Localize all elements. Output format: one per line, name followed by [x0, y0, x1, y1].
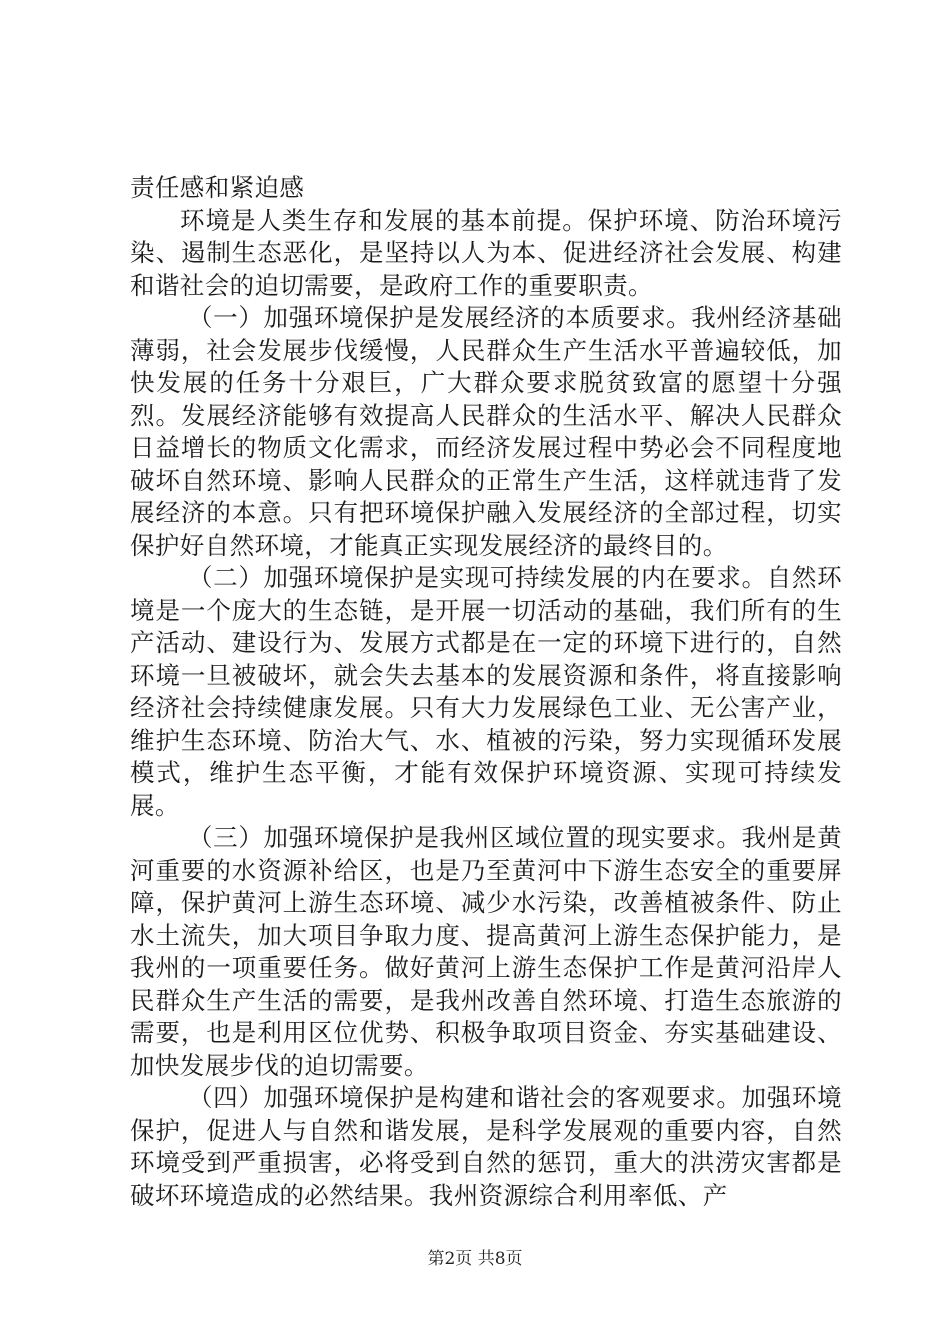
paragraph-point-3: （三）加强环境保护是我州区域位置的现实要求。我州是黄河重要的水资源补给区，也是乃至黄河中下游生态安全的重要屏障，保护黄河上游生态环境、减少水污染，改善植被条件、防止水土流失，加大项目争取力度、提高黄河上游生态保护能力，是我州的一项重要任务。做好黄河上游生态保护工作是黄河沿岸人民群众生产生活的需要，是我州改善自然环境、打造生态旅游的需要，也是利用区位优势、积极争取项目资金、夯实基础建设、加快发展步伐的迫切需要。 [130, 823, 842, 1080]
page-number-footer: 第2页 共8页 [427, 1249, 523, 1269]
paragraph-point-1: （一）加强环境保护是发展经济的本质要求。我州经济基础薄弱，社会发展步伐缓慢，人民群众生产生活水平普遍较低，加快发展的任务十分艰巨，广大群众要求脱贫致富的愿望十分强烈。发展经济能够有效提高人民群众的生活水平、解决人民群众日益增长的物质文化需求，而经济发展过程中势必会不同程度地破坏自然环境、影响人民群众的正常生产生活，这样就违背了发展经济的本意。只有把环境保护融入发展经济的全部过程，切实保护好自然环境，才能真正实现发展经济的最终目的。 [130, 303, 842, 560]
paragraph-point-2: （二）加强环境保护是实现可持续发展的内在要求。自然环境是一个庞大的生态链，是开展一切活动的基础，我们所有的生产活动、建设行为、发展方式都是在一定的环境下进行的，自然环境一旦被破坏，就会失去基本的发展资源和条件，将直接影响经济社会持续健康发展。只有大力发展绿色工业、无公害产业，维护生态环境、防治大气、水、植被的污染，努力实现循环发展模式，维护生态平衡，才能有效保护环境资源、实现可持续发展。 [130, 563, 842, 820]
paragraph-intro: 环境是人类生存和发展的基本前提。保护环境、防治环境污染、遏制生态恶化，是坚持以人为本、促进经济社会发展、构建和谐社会的迫切需要，是政府工作的重要职责。 [130, 205, 842, 300]
document-body [130, 172, 842, 1212]
paragraph-point-4: （四）加强环境保护是构建和谐社会的客观要求。加强环境保护，促进人与自然和谐发展，是科学发展观的重要内容，自然环境受到严重损害，必将受到自然的惩罚，重大的洪涝灾害都是破坏环境造成的必然结果。我州资源综合利用率低、产 [130, 1083, 842, 1210]
section-heading-continuation: 责任感和紧迫感 [130, 173, 305, 202]
